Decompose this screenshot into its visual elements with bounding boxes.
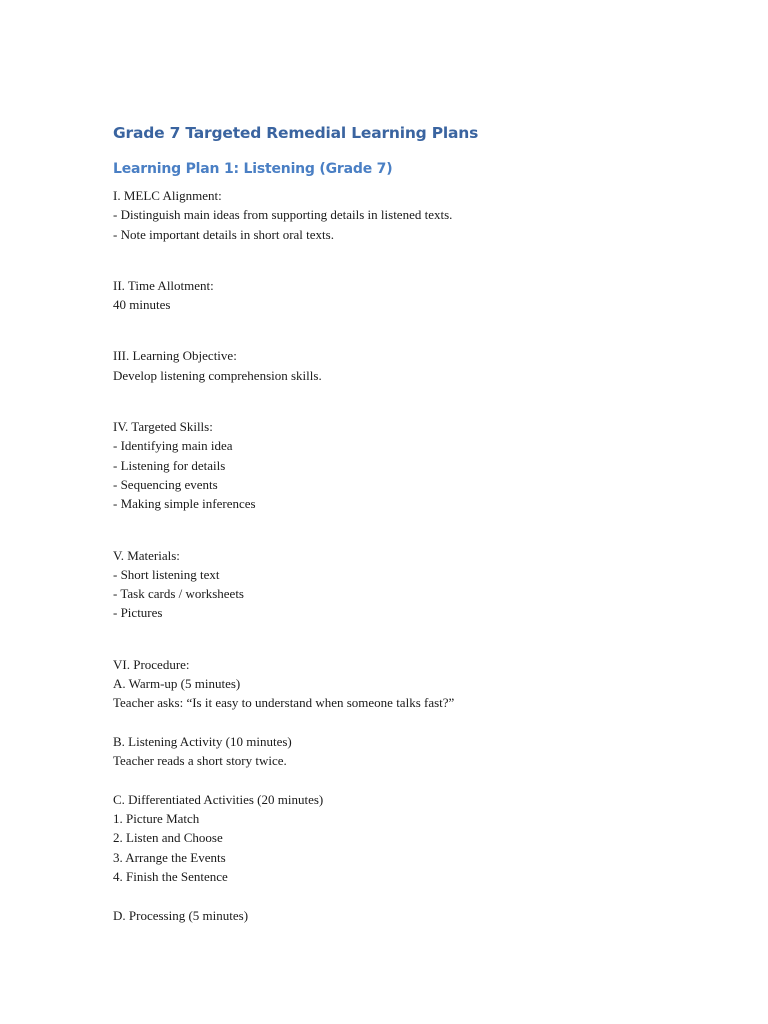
- section-time: [113, 276, 713, 315]
- activity-item: 4. Finish the Sentence: [113, 869, 228, 885]
- document-title: Grade 7 Targeted Remedial Learning Plans: [113, 124, 479, 142]
- section-skills: [113, 417, 713, 513]
- skill-item: - Sequencing events: [113, 476, 218, 492]
- procedure-differentiated-label: C. Differentiated Activities (20 minutes): [113, 791, 324, 807]
- section-heading-procedure: VI. Procedure:: [113, 656, 190, 672]
- section-heading-objective: III. Learning Objective:: [113, 348, 237, 364]
- section-materials: [113, 546, 713, 623]
- skill-item: - Listening for details: [113, 457, 226, 473]
- activity-item: 3. Arrange the Events: [113, 849, 226, 865]
- section-melc: [113, 186, 713, 244]
- plan-heading: Learning Plan 1: Listening (Grade 7): [113, 161, 393, 177]
- material-item: - Task cards / worksheets: [113, 586, 244, 602]
- procedure-warmup-text: Teacher asks: “Is it easy to understand when someone talks fast?”: [113, 695, 455, 711]
- document-body: [113, 186, 713, 925]
- procedure-warmup-label: A. Warm-up (5 minutes): [113, 676, 241, 692]
- procedure-processing-label: D. Processing (5 minutes): [113, 907, 249, 923]
- section-procedure: [113, 655, 713, 925]
- objective-value: Develop listening comprehension skills.: [113, 367, 322, 383]
- activity-item: 2. Listen and Choose: [113, 830, 223, 846]
- activity-item: 1. Picture Match: [113, 811, 200, 827]
- section-heading-skills: IV. Targeted Skills:: [113, 419, 213, 435]
- procedure-listening-text: Teacher reads a short story twice.: [113, 753, 287, 769]
- section-heading-time: II. Time Allotment:: [113, 277, 214, 293]
- skill-item: - Identifying main idea: [113, 438, 233, 454]
- material-item: - Pictures: [113, 605, 163, 621]
- time-value: 40 minutes: [113, 297, 171, 313]
- section-heading-melc: I. MELC Alignment:: [113, 188, 222, 203]
- skill-item: - Making simple inferences: [113, 496, 256, 512]
- melc-item: - Note important details in short oral texts.: [113, 226, 334, 242]
- section-objective: [113, 346, 713, 385]
- material-item: - Short listening text: [113, 566, 220, 582]
- melc-item: - Distinguish main ideas from supporting details in listened texts.: [113, 207, 453, 223]
- procedure-listening-label: B. Listening Activity (10 minutes): [113, 733, 292, 749]
- section-heading-materials: V. Materials:: [113, 547, 180, 563]
